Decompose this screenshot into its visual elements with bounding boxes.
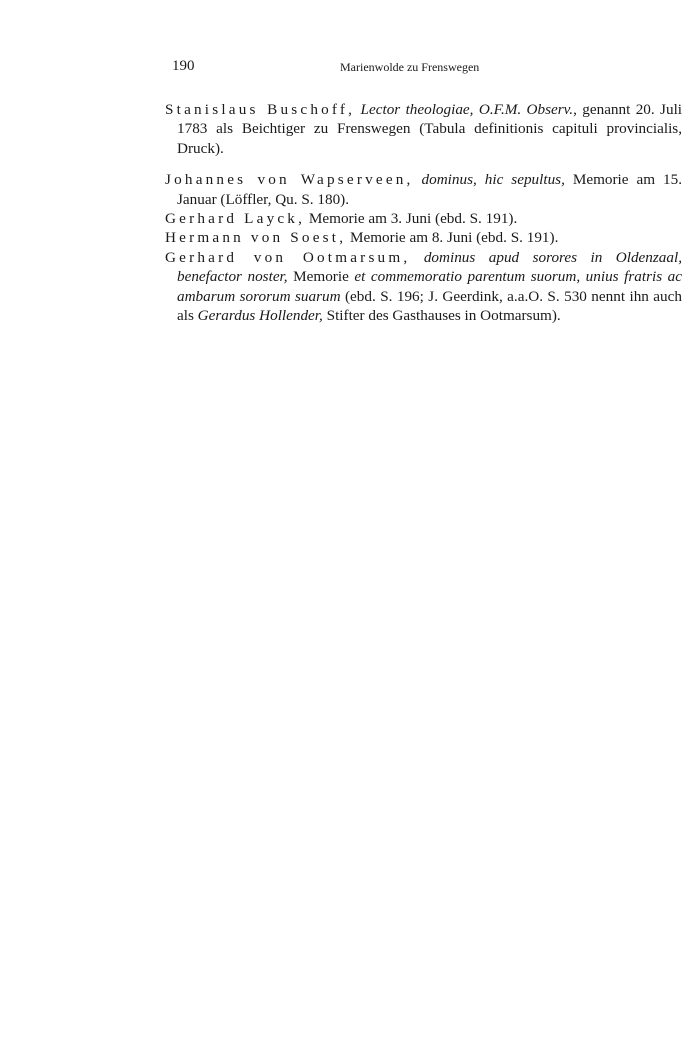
entry — [165, 248, 682, 326]
page-number: 190 — [172, 58, 195, 74]
entry-text: Memorie am 15. Januar (Löffler, Qu. S. 180). — [177, 171, 682, 208]
italic-text: Lector theologiae, — [360, 101, 474, 118]
entry-text — [414, 171, 422, 188]
running-title: Marienwolde zu Frenswegen — [340, 60, 480, 74]
entry-text: Stifter des Gasthauses in Ootmarsum). — [322, 307, 561, 325]
entry-name: Stanislaus Buschoff, — [165, 101, 356, 118]
italic-text: Gerardus Hollender, — [197, 307, 323, 325]
italic-text: dominus apud sorores in Oldenzaal, benefactor noster, — [177, 248, 682, 286]
italic-text: O.F.M. Observ. — [478, 101, 574, 118]
entry-text: Memorie am 3. Juni (ebd. S. 191). — [305, 210, 518, 228]
entry-list — [165, 100, 682, 325]
entry — [165, 209, 682, 228]
entry — [165, 170, 682, 209]
entry-text: (ebd. S. 196; J. Geerdink, a.a.O. S. 530 nennt ihn auch als — [177, 287, 682, 325]
italic-text: dominus, hic sepultus, — [421, 171, 565, 189]
entry-name: Gerhard Layck, — [165, 210, 306, 228]
entry-text: Memorie am 8. Juni (ebd. S. 191). — [346, 229, 559, 247]
italic-text: et commemoratio parentum suorum, unius fratris ac ambarum sororum suarum — [177, 268, 683, 305]
entry-name: Gerhard von Ootmarsum, — [165, 248, 411, 266]
entry — [165, 228, 682, 247]
entry-name: Johannes von Wapserveen, — [165, 171, 414, 189]
entry-text: , genannt 20. Juli 1783 als Beichtiger zu Frenswegen (Tabula definitionis capituli provincialis, Druck). — [177, 101, 683, 157]
entry-name: Hermann von Soest, — [165, 229, 347, 247]
entry-text — [410, 249, 423, 266]
entry-text: Memorie — [287, 268, 355, 286]
entry — [165, 100, 682, 158]
